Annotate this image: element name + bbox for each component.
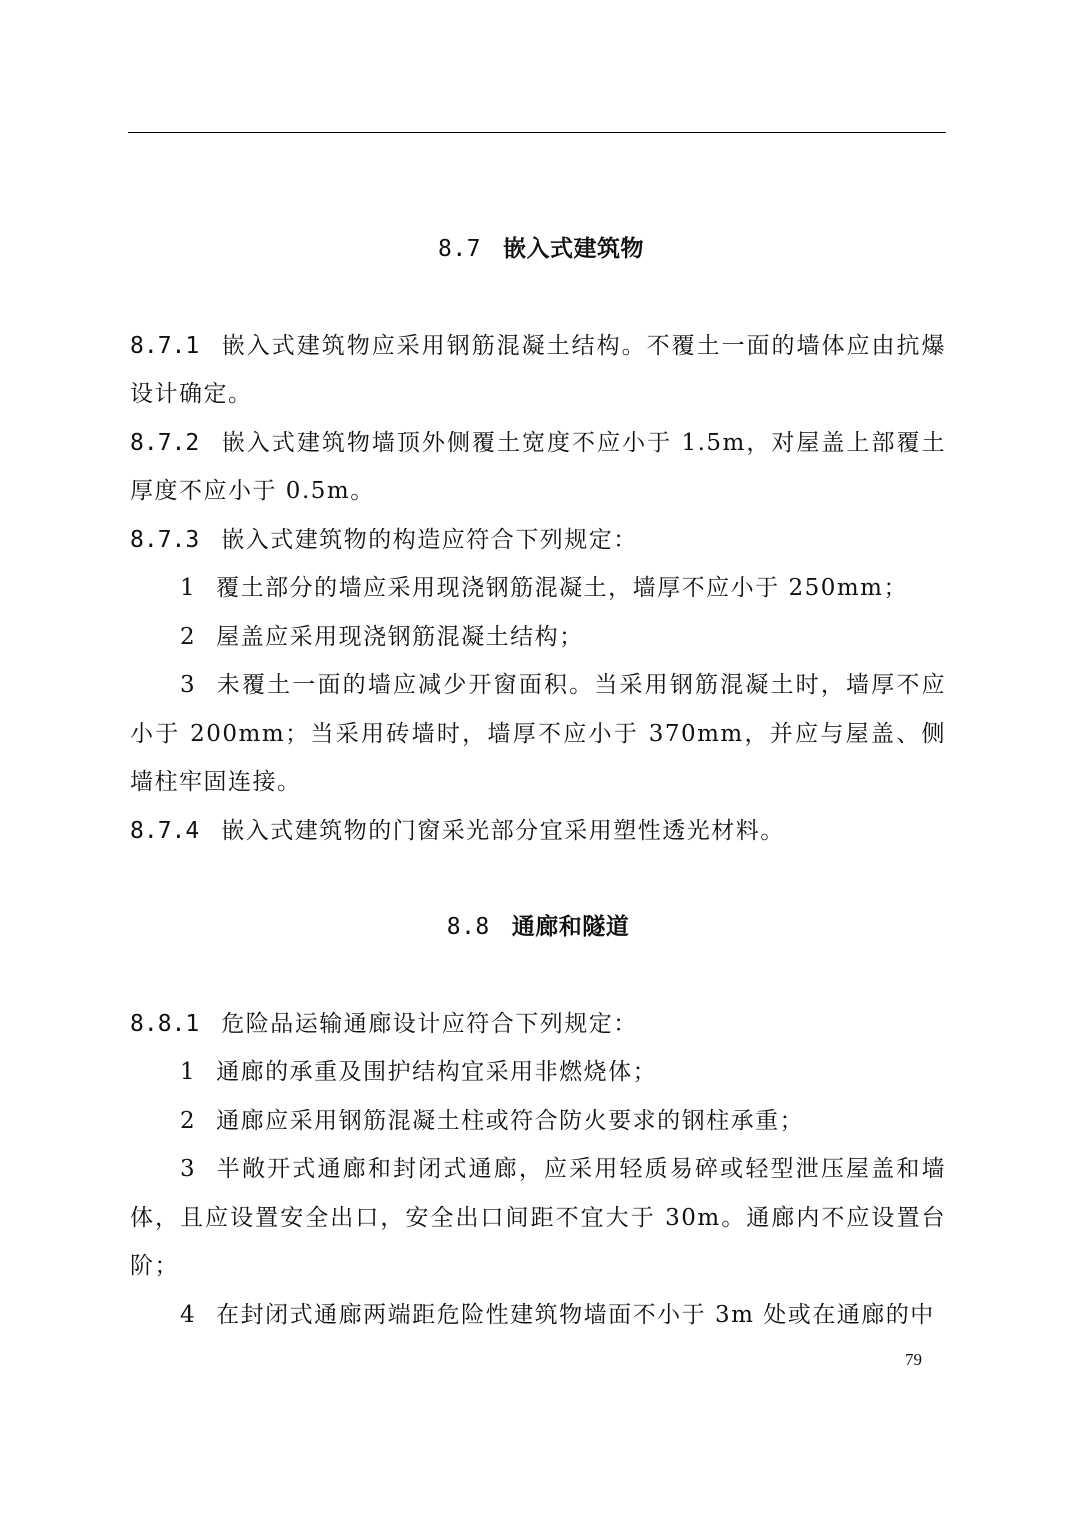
clause-8-7-2	[130, 419, 946, 516]
list-item	[130, 564, 946, 613]
clause-8-7-4	[130, 807, 946, 856]
section-title: 嵌入式建筑物	[503, 236, 645, 262]
list-item	[130, 613, 946, 662]
section-number: 8.7	[437, 236, 482, 262]
item-number: 2	[180, 1107, 197, 1134]
spacer	[130, 952, 946, 1000]
list-item	[130, 1291, 946, 1340]
item-text: 通廊的承重及围护结构宜采用非燃烧体；	[216, 1059, 658, 1085]
item-text: 屋盖应采用现浇钢筋混凝土结构；	[216, 623, 584, 650]
item-text: 通廊应采用钢筋混凝土柱或符合防火要求的钢柱承重；	[216, 1107, 805, 1134]
clause-8-7-1	[130, 322, 946, 419]
clause-text: 嵌入式建筑物的构造应符合下列规定：	[221, 526, 638, 553]
clause-text: 嵌入式建筑物的门窗采光部分宜采用塑性透光材料。	[221, 817, 785, 844]
list-item	[130, 1145, 946, 1291]
clause-8-8-1	[130, 1000, 946, 1049]
item-number: 1	[180, 1059, 197, 1085]
item-number: 4	[180, 1301, 197, 1328]
list-item	[130, 1097, 946, 1146]
clause-text: 危险品运输通廊设计应符合下列规定：	[221, 1010, 638, 1037]
section-heading-8-8	[130, 903, 946, 952]
page-content	[130, 225, 946, 1339]
clause-number: 8.7.1	[130, 332, 200, 359]
spacer	[130, 274, 946, 322]
section-title: 通廊和隧道	[511, 914, 630, 940]
item-number: 1	[180, 575, 197, 601]
section-number: 8.8	[446, 914, 490, 940]
spacer	[130, 855, 946, 903]
clause-text: 嵌入式建筑物应采用钢筋混凝土结构。不覆土一面的墙体应由抗爆设计确定。	[130, 332, 946, 407]
item-number: 3	[180, 672, 197, 698]
clause-number: 8.7.3	[130, 526, 200, 553]
clause-number: 8.7.4	[130, 817, 200, 844]
section-heading-8-7	[130, 225, 946, 274]
clause-number: 8.7.2	[130, 429, 200, 456]
clause-8-7-3	[130, 516, 946, 565]
item-text: 半敞开式通廊和封闭式通廊，应采用轻质易碎或轻型泄压屋盖和墙体，且应设置安全出口，安全出口间距不宜大于 30m。通廊内不应设置台阶；	[130, 1156, 946, 1279]
item-text: 在封闭式通廊两端距危险性建筑物墙面不小于 3m 处或在通廊的中	[216, 1301, 935, 1328]
item-number: 2	[180, 623, 197, 650]
list-item	[130, 661, 946, 807]
clause-number: 8.8.1	[130, 1010, 200, 1037]
item-number: 3	[180, 1156, 197, 1182]
clause-text: 嵌入式建筑物墙顶外侧覆土宽度不应小于 1.5m，对屋盖上部覆土厚度不应小于 0.5m。	[130, 429, 946, 504]
item-text: 覆土部分的墙应采用现浇钢筋混凝土，墙厚不应小于 250mm；	[216, 575, 908, 601]
page-number: 79	[905, 1350, 922, 1369]
list-item	[130, 1048, 946, 1097]
header-rule	[128, 132, 946, 133]
item-text: 未覆土一面的墙应减少开窗面积。当采用钢筋混凝土时，墙厚不应小于 200mm；当采用砖墙时，墙厚不应小于 370mm，并应与屋盖、侧墙柱牢固连接。	[130, 672, 946, 795]
